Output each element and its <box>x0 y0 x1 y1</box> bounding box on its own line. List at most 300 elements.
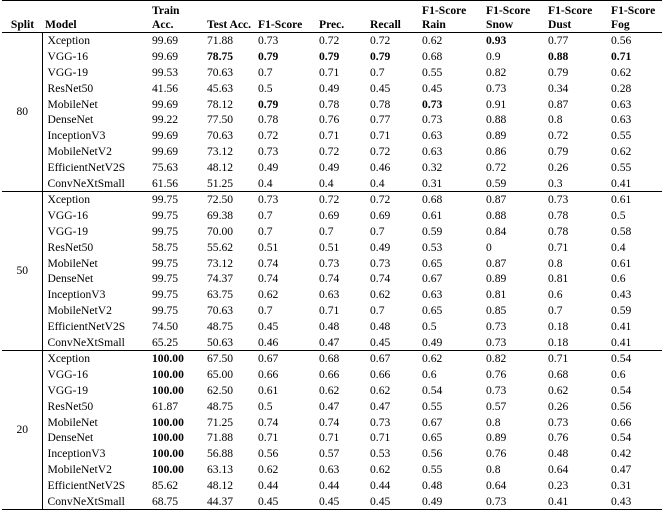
metric-cell: 0.55 <box>422 462 443 476</box>
table-header <box>2 1 662 33</box>
metric-cell: 0.49 <box>319 160 340 174</box>
metric-cell: 99.75 <box>152 209 179 223</box>
model-name: MobileNetV2 <box>42 303 149 319</box>
metric-cell: 0.23 <box>548 478 569 492</box>
metric-cell: 0.74 <box>319 272 340 286</box>
metric-cell: 0.43 <box>611 494 632 508</box>
metric-cell: 0.61 <box>258 383 279 397</box>
model-name: ResNet50 <box>42 398 149 414</box>
model-name: VGG-19 <box>42 224 149 240</box>
metric-cell: 100.00 <box>152 462 184 476</box>
metric-cell: 0.63 <box>422 144 443 158</box>
metric-cell: 0.63 <box>611 97 632 111</box>
metric-cell: 0.62 <box>370 462 391 476</box>
metric-cell: 0.59 <box>611 303 632 317</box>
metric-cell: 0.54 <box>611 431 632 445</box>
table-row <box>2 287 662 303</box>
metric-cell: 73.12 <box>207 256 234 270</box>
table-row <box>2 224 662 240</box>
metric-cell: 0.68 <box>319 352 340 366</box>
metric-cell: 0.3 <box>548 176 563 190</box>
header-split: Split <box>10 17 35 31</box>
metric-cell: 0.31 <box>611 478 632 492</box>
metric-cell: 0.68 <box>548 368 569 382</box>
metric-cell: 0.56 <box>422 447 443 461</box>
metric-cell: 99.69 <box>152 97 179 111</box>
table-row <box>2 398 662 414</box>
metric-cell: 0.71 <box>319 129 340 143</box>
model-name: EfficientNetV2S <box>42 477 149 493</box>
metric-cell: 0.7 <box>258 65 273 79</box>
table-row <box>2 303 662 319</box>
metric-cell: 0.18 <box>548 319 569 333</box>
metric-cell: 0.54 <box>422 383 443 397</box>
metric-cell: 0.61 <box>611 256 632 270</box>
metric-cell: 0.67 <box>422 272 443 286</box>
metric-cell: 0.78 <box>370 97 391 111</box>
table-row <box>2 383 662 399</box>
split-group <box>2 191 662 350</box>
metric-cell: 99.69 <box>152 50 179 64</box>
metric-cell: 0.47 <box>319 335 340 349</box>
metric-cell: 0.73 <box>258 34 279 48</box>
results-table <box>2 0 662 510</box>
metric-cell: 0.28 <box>611 81 632 95</box>
metric-cell: 100.00 <box>152 383 184 397</box>
metric-cell: 0.45 <box>258 494 279 508</box>
metric-cell: 0.49 <box>370 240 391 254</box>
metric-cell: 0.64 <box>486 478 507 492</box>
metric-cell: 0.58 <box>611 224 632 238</box>
metric-cell: 74.37 <box>207 272 234 286</box>
metric-cell: 63.13 <box>207 462 234 476</box>
table-row <box>2 208 662 224</box>
metric-cell: 0.78 <box>548 224 569 238</box>
model-name: VGG-16 <box>42 367 149 383</box>
metric-cell: 0.76 <box>319 113 340 127</box>
metric-cell: 99.75 <box>152 272 179 286</box>
table-row <box>2 493 662 509</box>
metric-cell: 0.41 <box>611 335 632 349</box>
metric-cell: 0.78 <box>258 113 279 127</box>
table-row <box>2 80 662 96</box>
metric-cell: 63.75 <box>207 288 234 302</box>
metric-cell: 0.73 <box>258 193 279 207</box>
metric-cell: 50.63 <box>207 335 234 349</box>
model-name: InceptionV3 <box>42 446 149 462</box>
metric-cell: 0.5 <box>422 319 437 333</box>
metric-cell: 0.66 <box>319 368 340 382</box>
metric-cell: 0.62 <box>422 34 443 48</box>
metric-cell: 0.6 <box>422 368 437 382</box>
metric-cell: 0.89 <box>486 272 507 286</box>
table-row <box>2 159 662 175</box>
metric-cell: 0.62 <box>319 383 340 397</box>
metric-cell: 0.44 <box>319 478 340 492</box>
model-name: InceptionV3 <box>42 287 149 303</box>
model-name: Xception <box>42 350 149 366</box>
metric-cell: 0.65 <box>422 256 443 270</box>
metric-cell: 65.00 <box>207 368 234 382</box>
metric-cell: 0.61 <box>422 209 443 223</box>
metric-cell: 99.75 <box>152 256 179 270</box>
header-f1-fog: F1-Score Fog <box>611 4 656 31</box>
metric-cell: 0.79 <box>258 50 279 64</box>
metric-cell: 0.78 <box>319 97 340 111</box>
metric-cell: 0.62 <box>611 65 632 79</box>
metric-cell: 100.00 <box>152 368 184 382</box>
metric-cell: 85.62 <box>152 478 179 492</box>
metric-cell: 0.72 <box>370 34 391 48</box>
metric-cell: 0.31 <box>422 176 443 190</box>
metric-cell: 0.5 <box>258 399 273 413</box>
metric-cell: 0.72 <box>486 160 507 174</box>
metric-cell: 48.12 <box>207 478 234 492</box>
metric-cell: 0.71 <box>319 65 340 79</box>
metric-cell: 0.72 <box>370 193 391 207</box>
model-name: ResNet50 <box>42 239 149 255</box>
metric-cell: 71.88 <box>207 34 234 48</box>
metric-cell: 0.73 <box>548 415 569 429</box>
table-row <box>2 175 662 191</box>
metric-cell: 0.44 <box>370 478 391 492</box>
metric-cell: 70.63 <box>207 303 234 317</box>
metric-cell: 100.00 <box>152 352 184 366</box>
metric-cell: 0.63 <box>422 129 443 143</box>
metric-cell: 0.6 <box>611 368 626 382</box>
model-name: VGG-19 <box>42 383 149 399</box>
metric-cell: 0.45 <box>422 81 443 95</box>
metric-cell: 78.12 <box>207 97 234 111</box>
metric-cell: 0.4 <box>611 240 626 254</box>
metric-cell: 0.8 <box>548 113 563 127</box>
split-group <box>2 350 662 509</box>
model-name: VGG-16 <box>42 208 149 224</box>
metric-cell: 0.77 <box>548 34 569 48</box>
metric-cell: 0.42 <box>611 447 632 461</box>
metric-cell: 0.73 <box>486 319 507 333</box>
metric-cell: 0.46 <box>370 160 391 174</box>
model-name: Xception <box>42 33 149 49</box>
metric-cell: 0.49 <box>422 335 443 349</box>
metric-cell: 0.48 <box>422 478 443 492</box>
metric-cell: 0.26 <box>548 399 569 413</box>
metric-cell: 0.49 <box>319 81 340 95</box>
metric-cell: 0.74 <box>319 415 340 429</box>
metric-cell: 0.66 <box>370 368 391 382</box>
metric-cell: 71.88 <box>207 431 234 445</box>
metric-cell: 100.00 <box>152 431 184 445</box>
metric-cell: 0.45 <box>370 81 391 95</box>
metric-cell: 44.37 <box>207 494 234 508</box>
metric-cell: 0.67 <box>422 415 443 429</box>
table-row <box>2 367 662 383</box>
metric-cell: 0.48 <box>548 447 569 461</box>
metric-cell: 0.49 <box>258 160 279 174</box>
metric-cell: 0.47 <box>370 399 391 413</box>
table-row <box>2 350 662 366</box>
metric-cell: 0.72 <box>258 129 279 143</box>
metric-cell: 56.88 <box>207 447 234 461</box>
metric-cell: 0.86 <box>486 144 507 158</box>
table-row <box>2 96 662 112</box>
metric-cell: 0.7 <box>258 209 273 223</box>
metric-cell: 0.18 <box>548 335 569 349</box>
metric-cell: 0.56 <box>258 447 279 461</box>
metric-cell: 0.82 <box>486 65 507 79</box>
metric-cell: 99.75 <box>152 303 179 317</box>
metric-cell: 0.73 <box>422 97 443 111</box>
table-row <box>2 430 662 446</box>
metric-cell: 0.7 <box>370 224 385 238</box>
metric-cell: 0.68 <box>422 193 443 207</box>
header-f1-snow: F1-Score Snow <box>486 4 531 31</box>
metric-cell: 73.12 <box>207 144 234 158</box>
model-name: InceptionV3 <box>42 128 149 144</box>
metric-cell: 0.69 <box>319 209 340 223</box>
metric-cell: 0.59 <box>422 224 443 238</box>
header-recall: Recall <box>370 17 401 31</box>
metric-cell: 0.7 <box>258 224 273 238</box>
model-name: DenseNet <box>42 112 149 128</box>
metric-cell: 0.62 <box>611 144 632 158</box>
metric-cell: 0.6 <box>548 288 563 302</box>
metric-cell: 0.77 <box>370 113 391 127</box>
metric-cell: 0.65 <box>422 431 443 445</box>
metric-cell: 0.88 <box>486 209 507 223</box>
metric-cell: 0.55 <box>422 399 443 413</box>
model-name: Xception <box>42 191 149 207</box>
header-f1-dust: F1-Score Dust <box>548 4 593 31</box>
metric-cell: 0.45 <box>319 494 340 508</box>
metric-cell: 0.79 <box>258 97 279 111</box>
model-name: DenseNet <box>42 430 149 446</box>
model-name: MobileNet <box>42 96 149 112</box>
metric-cell: 0.72 <box>548 129 569 143</box>
header-test-acc: Test Acc. <box>207 17 252 31</box>
metric-cell: 48.75 <box>207 399 234 413</box>
model-name: ConvNeXtSmall <box>42 175 149 191</box>
metric-cell: 0.89 <box>486 431 507 445</box>
metric-cell: 99.22 <box>152 113 179 127</box>
metric-cell: 0.81 <box>486 288 507 302</box>
metric-cell: 0.55 <box>422 65 443 79</box>
metric-cell: 61.87 <box>152 399 179 413</box>
metric-cell: 0.4 <box>258 176 273 190</box>
model-name: MobileNetV2 <box>42 144 149 160</box>
metric-cell: 0.66 <box>611 415 632 429</box>
metric-cell: 0.49 <box>422 494 443 508</box>
metric-cell: 0.88 <box>486 113 507 127</box>
metric-cell: 0.68 <box>422 50 443 64</box>
table-row <box>2 191 662 207</box>
metric-cell: 0.62 <box>370 288 391 302</box>
metric-cell: 0.47 <box>611 462 632 476</box>
metric-cell: 0.76 <box>486 447 507 461</box>
metric-cell: 0.72 <box>370 144 391 158</box>
metric-cell: 0.41 <box>548 494 569 508</box>
metric-cell: 0 <box>486 240 492 254</box>
metric-cell: 0.41 <box>611 319 632 333</box>
model-name: EfficientNetV2S <box>42 318 149 334</box>
metric-cell: 0.41 <box>611 176 632 190</box>
metric-cell: 0.5 <box>258 81 273 95</box>
table-row <box>2 144 662 160</box>
metric-cell: 0.32 <box>422 160 443 174</box>
model-name: VGG-16 <box>42 49 149 65</box>
metric-cell: 0.88 <box>548 50 569 64</box>
model-name: DenseNet <box>42 271 149 287</box>
metric-cell: 0.79 <box>548 65 569 79</box>
table-row <box>2 271 662 287</box>
model-name: MobileNet <box>42 255 149 271</box>
table-row <box>2 462 662 478</box>
metric-cell: 0.74 <box>258 272 279 286</box>
metric-cell: 0.87 <box>548 97 569 111</box>
metric-cell: 0.87 <box>486 256 507 270</box>
metric-cell: 0.71 <box>548 352 569 366</box>
metric-cell: 0.73 <box>319 256 340 270</box>
metric-cell: 99.75 <box>152 193 179 207</box>
metric-cell: 70.63 <box>207 129 234 143</box>
metric-cell: 41.56 <box>152 81 179 95</box>
split-value: 50 <box>16 264 29 278</box>
metric-cell: 0.57 <box>319 447 340 461</box>
metric-cell: 0.81 <box>548 272 569 286</box>
metric-cell: 0.91 <box>486 97 507 111</box>
split-value: 20 <box>16 423 29 437</box>
metric-cell: 0.64 <box>548 462 569 476</box>
split-group <box>2 33 662 192</box>
metric-cell: 61.56 <box>152 176 179 190</box>
metric-cell: 0.62 <box>548 383 569 397</box>
metric-cell: 0.76 <box>486 368 507 382</box>
metric-cell: 78.75 <box>207 50 234 64</box>
metric-cell: 65.25 <box>152 335 179 349</box>
metric-cell: 0.62 <box>370 383 391 397</box>
metric-cell: 0.61 <box>611 193 632 207</box>
header-f1-score: F1-Score <box>258 17 303 31</box>
metric-cell: 99.69 <box>152 129 179 143</box>
metric-cell: 0.65 <box>422 303 443 317</box>
metric-cell: 58.75 <box>152 240 179 254</box>
metric-cell: 0.73 <box>486 335 507 349</box>
table-row <box>2 477 662 493</box>
metric-cell: 0.45 <box>370 335 391 349</box>
metric-cell: 0.63 <box>319 462 340 476</box>
metric-cell: 0.69 <box>370 209 391 223</box>
metric-cell: 0.73 <box>548 193 569 207</box>
metric-cell: 0.7 <box>258 303 273 317</box>
metric-cell: 0.62 <box>258 288 279 302</box>
metric-cell: 72.50 <box>207 193 234 207</box>
model-name: VGG-19 <box>42 65 149 81</box>
header-f1-rain: F1-Score Rain <box>422 4 467 31</box>
metric-cell: 0.44 <box>258 478 279 492</box>
metric-cell: 0.59 <box>486 176 507 190</box>
metric-cell: 0.63 <box>422 288 443 302</box>
metric-cell: 69.38 <box>207 209 234 223</box>
metric-cell: 0.73 <box>486 494 507 508</box>
model-name: MobileNetV2 <box>42 462 149 478</box>
metric-cell: 0.79 <box>370 50 391 64</box>
metric-cell: 62.50 <box>207 383 234 397</box>
metric-cell: 0.7 <box>319 224 334 238</box>
metric-cell: 0.71 <box>611 50 632 64</box>
metric-cell: 0.74 <box>370 272 391 286</box>
metric-cell: 0.63 <box>611 113 632 127</box>
table-row <box>2 65 662 81</box>
metric-cell: 0.7 <box>548 303 563 317</box>
table-row <box>2 446 662 462</box>
table-row <box>2 334 662 350</box>
metric-cell: 51.25 <box>207 176 234 190</box>
metric-cell: 0.51 <box>319 240 340 254</box>
metric-cell: 99.75 <box>152 224 179 238</box>
table-row <box>2 255 662 271</box>
header-train-acc: Train Acc. <box>152 4 180 31</box>
model-name: EfficientNetV2S <box>42 159 149 175</box>
table-row <box>2 112 662 128</box>
metric-cell: 77.50 <box>207 113 234 127</box>
metric-cell: 100.00 <box>152 447 184 461</box>
metric-cell: 0.67 <box>258 352 279 366</box>
metric-cell: 45.63 <box>207 81 234 95</box>
metric-cell: 0.74 <box>258 415 279 429</box>
metric-cell: 0.8 <box>486 462 501 476</box>
metric-cell: 0.84 <box>486 224 507 238</box>
table-row <box>2 33 662 49</box>
metric-cell: 0.74 <box>258 256 279 270</box>
table-row <box>2 239 662 255</box>
metric-cell: 0.67 <box>370 352 391 366</box>
metric-cell: 0.8 <box>548 256 563 270</box>
metric-cell: 0.71 <box>319 303 340 317</box>
metric-cell: 0.66 <box>258 368 279 382</box>
metric-cell: 99.69 <box>152 34 179 48</box>
metric-cell: 0.71 <box>258 431 279 445</box>
metric-cell: 0.6 <box>611 272 626 286</box>
metric-cell: 0.87 <box>486 193 507 207</box>
metric-cell: 0.54 <box>611 383 632 397</box>
metric-cell: 0.89 <box>486 129 507 143</box>
metric-cell: 100.00 <box>152 415 184 429</box>
metric-cell: 0.79 <box>548 144 569 158</box>
metric-cell: 0.34 <box>548 81 569 95</box>
metric-cell: 0.48 <box>370 319 391 333</box>
metric-cell: 0.73 <box>370 415 391 429</box>
metric-cell: 0.79 <box>319 50 340 64</box>
metric-cell: 0.62 <box>258 462 279 476</box>
metric-cell: 0.93 <box>486 34 507 48</box>
metric-cell: 0.55 <box>611 129 632 143</box>
split-value: 80 <box>16 105 29 119</box>
metric-cell: 99.75 <box>152 288 179 302</box>
metric-cell: 0.62 <box>422 352 443 366</box>
metric-cell: 0.63 <box>319 288 340 302</box>
metric-cell: 0.71 <box>370 431 391 445</box>
metric-cell: 67.50 <box>207 352 234 366</box>
metric-cell: 70.63 <box>207 65 234 79</box>
metric-cell: 0.73 <box>422 113 443 127</box>
metric-cell: 0.4 <box>370 176 385 190</box>
metric-cell: 0.47 <box>319 399 340 413</box>
header-precision: Prec. <box>319 17 345 31</box>
metric-cell: 0.54 <box>611 352 632 366</box>
metric-cell: 0.26 <box>548 160 569 174</box>
table-row <box>2 128 662 144</box>
metric-cell: 0.76 <box>548 431 569 445</box>
